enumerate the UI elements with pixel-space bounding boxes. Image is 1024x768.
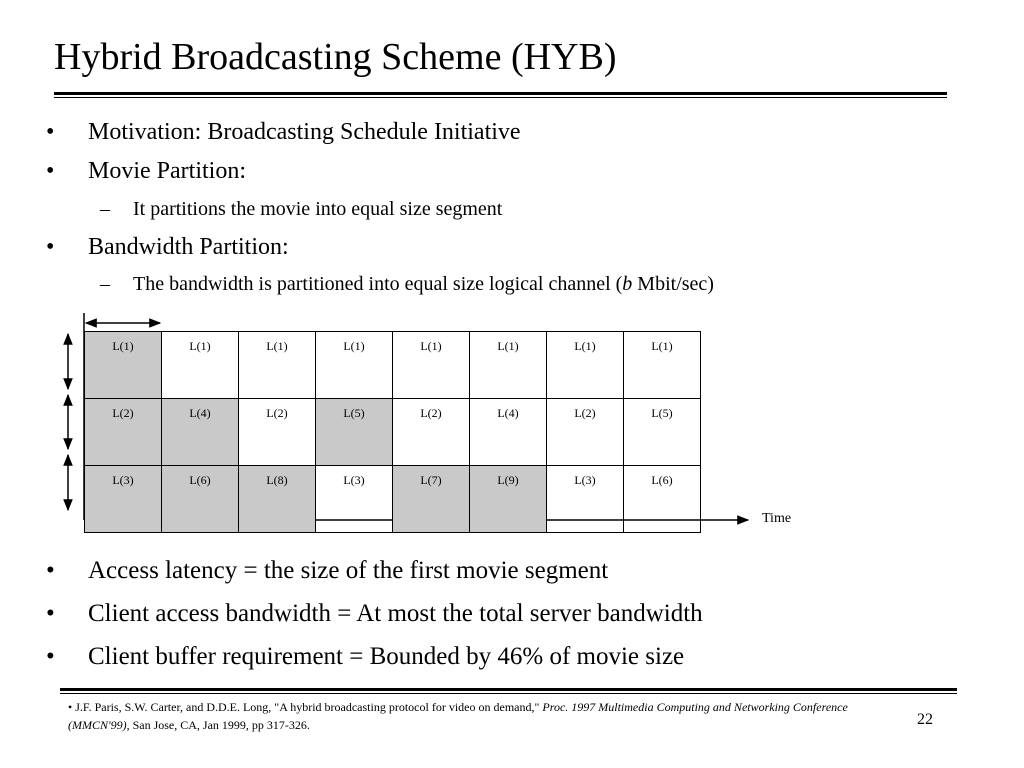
segment-cell: L(9)	[470, 466, 547, 533]
segment-cell: L(2)	[85, 399, 162, 466]
sub-bullet-text: It partitions the movie into equal size segment	[133, 198, 503, 220]
segment-cell: L(1)	[470, 332, 547, 399]
segment-cell: L(2)	[239, 399, 316, 466]
footer-rule-thick	[60, 688, 957, 691]
segment-cell: L(1)	[393, 332, 470, 399]
segment-cell: L(2)	[393, 399, 470, 466]
segment-cell: L(4)	[162, 399, 239, 466]
footer-rule-thin	[60, 693, 957, 694]
bullet-text: Movie Partition:	[88, 158, 246, 184]
channel-row	[85, 466, 701, 533]
segment-cell: L(3)	[547, 466, 624, 533]
time-axis-label: Time	[762, 511, 792, 526]
segment-cell: L(4)	[470, 399, 547, 466]
sub-bullet-text-italic: b	[622, 273, 633, 295]
segment-cell: L(1)	[316, 332, 393, 399]
segment-cell: L(1)	[624, 332, 701, 399]
segment-cell: L(8)	[239, 466, 316, 533]
segment-cell: L(5)	[624, 399, 701, 466]
segment-cell: L(2)	[547, 399, 624, 466]
broadcast-schedule-grid	[84, 331, 701, 533]
segment-cell: L(5)	[316, 399, 393, 466]
segment-cell: L(7)	[393, 466, 470, 533]
dash-marker: –	[100, 273, 110, 295]
bullet-client-bandwidth	[46, 599, 703, 629]
bullet-client-buffer	[46, 642, 684, 672]
bullet-marker: •	[46, 234, 55, 260]
footnote-bullet: •	[68, 700, 73, 714]
channel-row	[85, 399, 701, 466]
bullet-access-latency	[46, 556, 608, 586]
page-number: 22	[917, 711, 933, 728]
bullet-text: Client access bandwidth = At most the total server bandwidth	[88, 600, 703, 627]
dash-marker: –	[100, 198, 110, 220]
sub-bullet-text-post: Mbit/sec)	[632, 273, 714, 295]
bullet-marker: •	[46, 643, 55, 670]
footnote-rest: , San Jose, CA, Jan 1999, pp 317-326.	[126, 718, 310, 732]
bullet-marker: •	[46, 600, 55, 627]
bullet-marker: •	[46, 119, 55, 145]
bullet-text: Client buffer requirement = Bounded by 46% of movie size	[88, 643, 685, 670]
bullet-text: Motivation: Broadcasting Schedule Initiative	[88, 119, 521, 145]
channel-row	[85, 332, 701, 399]
bullet-marker: •	[46, 158, 55, 184]
reference-footnote	[68, 698, 888, 734]
segment-cell: L(1)	[162, 332, 239, 399]
segment-cell: L(3)	[85, 466, 162, 533]
segment-cell: L(1)	[85, 332, 162, 399]
sub-bullet-text-pre: The bandwidth is partitioned into equal size logical channel (	[133, 273, 623, 295]
segment-cell: L(1)	[239, 332, 316, 399]
bullet-text: Access latency = the size of the first movie segment	[88, 557, 609, 584]
segment-cell: L(6)	[162, 466, 239, 533]
bullet-text: Bandwidth Partition:	[88, 234, 289, 260]
segment-cell: L(1)	[547, 332, 624, 399]
slide-title: Hybrid Broadcasting Scheme (HYB)	[54, 36, 617, 78]
footnote-authors: J.F. Paris, S.W. Carter, and D.D.E. Long, "A hybrid broadcasting protocol for video on demand,"	[72, 700, 543, 714]
segment-cell: L(3)	[316, 466, 393, 533]
footnote-venue: Proc. 1997 Multimedia Computing and Networking Conference (MMCN'99)	[68, 700, 848, 732]
segment-cell: L(6)	[624, 466, 701, 533]
bullet-marker: •	[46, 557, 55, 584]
